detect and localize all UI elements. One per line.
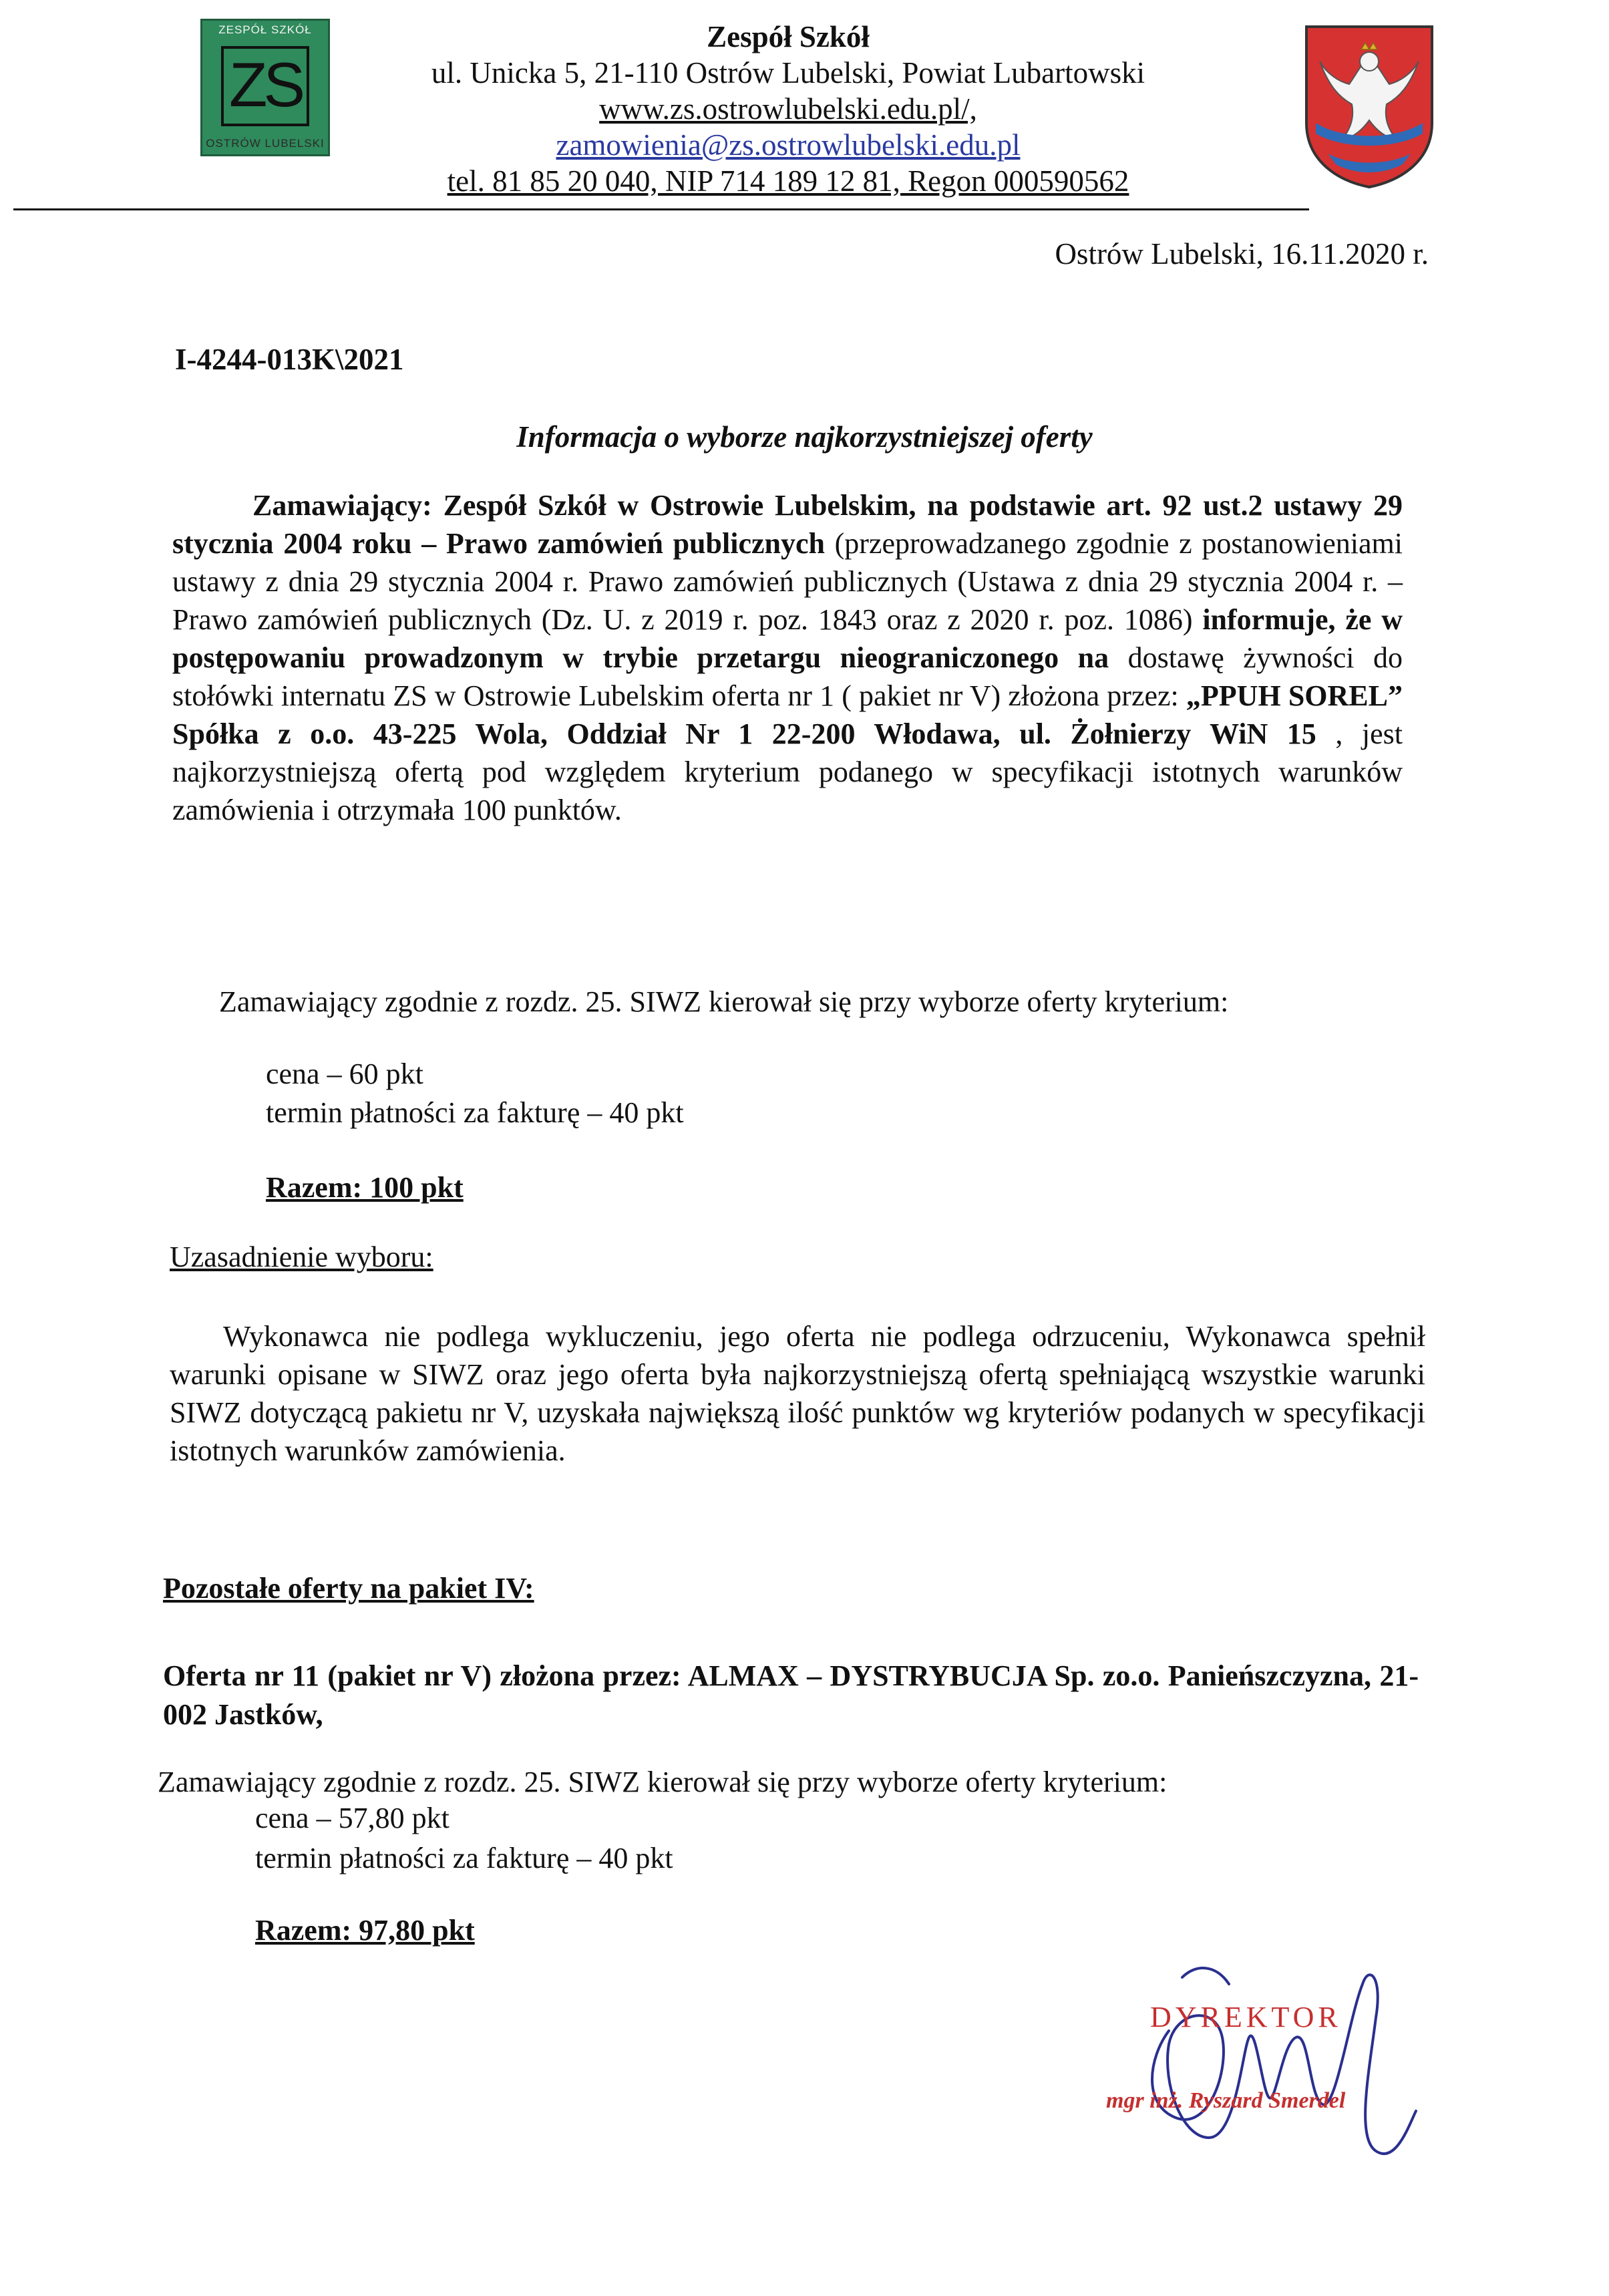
document-title: Informacja o wyborze najkorzystniejszej oferty — [516, 420, 1093, 454]
letterhead — [347, 19, 1229, 199]
document-date: Ostrów Lubelski, 16.11.2020 r. — [1055, 237, 1429, 271]
paragraph-bold-1: Zamawiający: Zespół Szkół w Ostrowie Lubelskim, na podstawie art. 92 ust.2 ustawy 29 stycznia 2004 roku – Prawo zamówień publicznych — [172, 489, 1403, 560]
logo-bottom-text: OSTRÓW LUBELSKI — [206, 137, 325, 150]
other-criteria-payment-term: termin płatności za fakturę – 40 pkt — [255, 1842, 673, 1874]
other-criteria-intro: Zamawiający zgodnie z rozdz. 25. SIWZ kierował się przy wyborze oferty kryterium: — [158, 1766, 1168, 1798]
paragraph-text-2: dostawę żywności do stołówki internatu ZS w Ostrowie Lubelskim oferta nr 1 ( pakiet nr V) złożona przez: — [172, 641, 1403, 712]
school-address: ul. Unicka 5, 21-110 Ostrów Lubelski, Powiat Lubartowski — [431, 56, 1145, 90]
paragraph-bold-2: informuje, że w postępowaniu prowadzonym w trybie przetargu nieograniczonego na — [172, 603, 1403, 674]
justification-rest: Wykonawca spełnił warunki opisane w SIWZ oraz jego oferta była najkorzystniejszą ofertą spełniającą wszystkie warunki SIWZ dotyczącą pakietu nr V, uzyskała największą ilość punktów wg kryteriów podanych w specyfikacji istotnych warunków zamówienia. — [170, 1320, 1425, 1467]
criteria-total: Razem: 100 pkt — [266, 1171, 464, 1204]
other-offers-heading: Pozostałe oferty na pakiet IV: — [163, 1572, 534, 1605]
stamp-name: mgr inż. Ryszard Smerdel — [1106, 2088, 1346, 2113]
other-criteria-price: cena – 57,80 pkt — [255, 1802, 450, 1834]
logo-top-text: ZESPÓŁ SZKÓŁ — [218, 23, 312, 36]
criteria-price: cena – 60 pkt — [266, 1057, 423, 1090]
website-link[interactable]: www.zs.ostrowlubelski.edu.pl/, — [599, 92, 977, 126]
logo-monogram: ZS — [221, 46, 309, 126]
school-logo — [200, 19, 330, 156]
justification-line-1: Wykonawca nie podlega wykluczeniu, jego oferta nie podlega odrzuceniu, — [223, 1320, 1170, 1353]
reference-number: I-4244-013K\2021 — [175, 343, 404, 376]
school-name: Zespół Szkół — [707, 20, 870, 53]
paragraph-text-3: , jest najkorzystniejszą ofertą pod względem kryterium podanego w specyfikacji istotnych warunków zamówienia i otrzymała 100 punktów. — [172, 717, 1403, 826]
coat-of-arms-icon — [1302, 23, 1436, 190]
contact-line: tel. 81 85 20 040, NIP 714 189 12 81, Regon 000590562 — [447, 164, 1129, 198]
paragraph-bold-3: „PPUH SOREL” Spółka z o.o. 43-225 Wola, Oddział Nr 1 22-200 Włodawa, ul. Żołnierzy WiN 15 — [172, 679, 1403, 750]
decision-paragraph — [172, 486, 1403, 829]
paragraph-text-1: (przeprowadzanego zgodnie z postanowieniami ustawy z dnia 29 stycznia 2004 r. Prawo zamówień publicznych (Ustawa z dnia 29 stycznia 2004 r. – Prawo zamówień publicznych (Dz. U. z 2019 r. poz. 1843 oraz z 2020 r. poz. 1086) — [172, 527, 1403, 636]
email-link[interactable]: zamowienia@zs.ostrowlubelski.edu.pl — [556, 128, 1021, 162]
stamp-title: DYREKTOR — [1150, 2001, 1342, 2033]
justification-text — [170, 1317, 1425, 1470]
handwritten-signature — [1069, 1937, 1443, 2164]
other-offer-details: Oferta nr 11 (pakiet nr V) złożona przez: ALMAX – DYSTRYBUCJA Sp. zo.o. Panieńszczyzna, 21-002 Jastków, — [163, 1659, 1419, 1731]
other-criteria-total: Razem: 97,80 pkt — [255, 1914, 475, 1947]
justification-heading: Uzasadnienie wyboru: — [170, 1241, 433, 1273]
criteria-intro: Zamawiający zgodnie z rozdz. 25. SIWZ kierował się przy wyborze oferty kryterium: — [219, 985, 1229, 1018]
header-divider — [13, 208, 1309, 210]
criteria-payment-term: termin płatności za fakturę – 40 pkt — [266, 1096, 684, 1129]
